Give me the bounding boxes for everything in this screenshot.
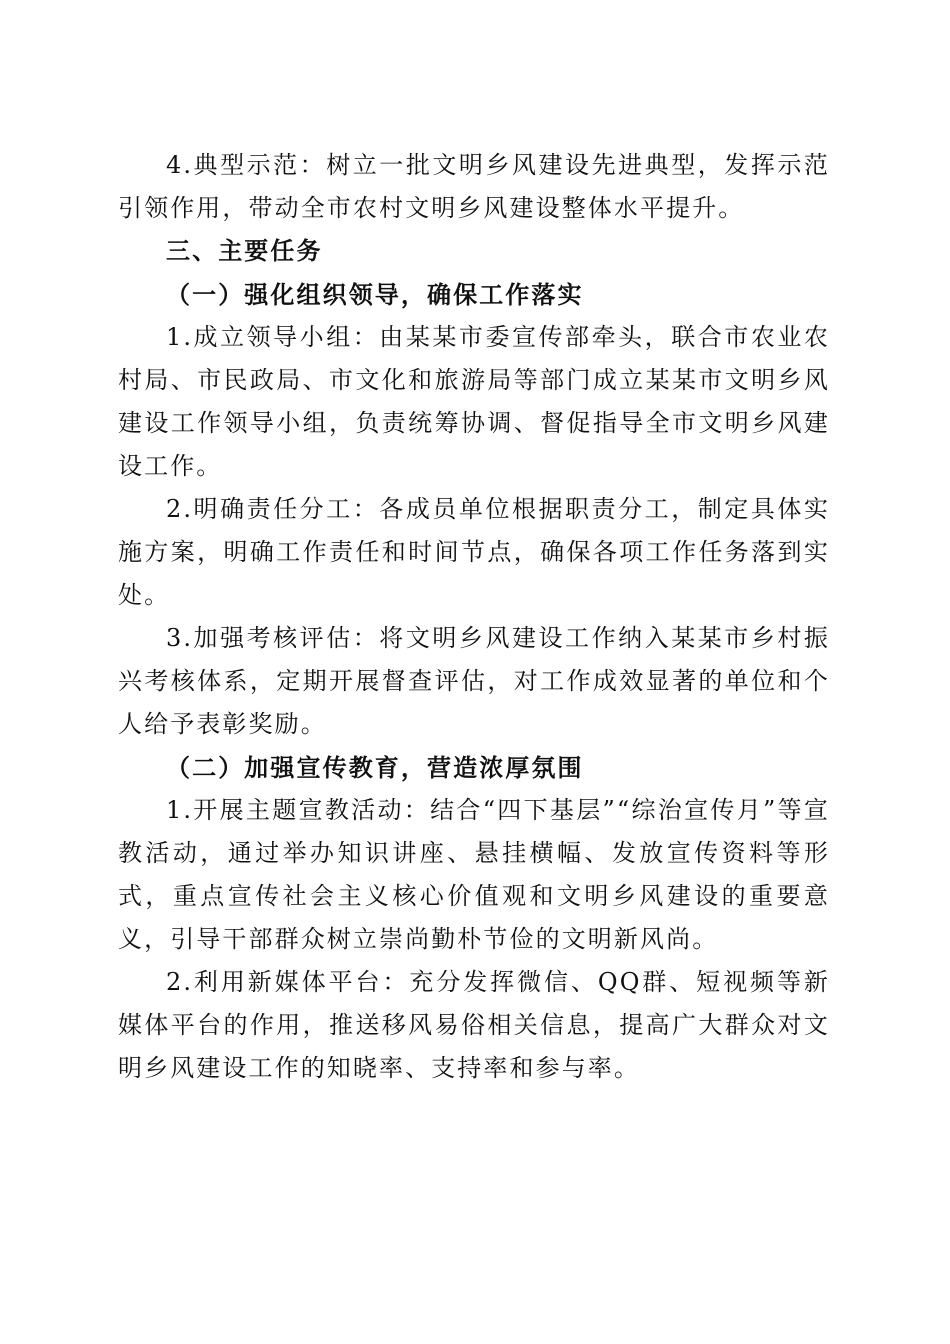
paragraph-new-media: 2.利用新媒体平台：充分发挥微信、QQ群、短视频等新媒体平台的作用，推送移风易俗相关信息，提高广大群众对文明乡风建设工作的知晓率、支持率和参与率。 — [118, 968, 830, 1082]
paragraph-responsibility: 2.明确责任分工：各成员单位根据职责分工，制定具体实施方案，明确工作责任和时间节点，确保各项工作任务落到实处。 — [118, 495, 830, 609]
paragraph-typical-demonstration: 4.典型示范：树立一批文明乡风建设先进典型，发挥示范引领作用，带动全市农村文明乡风建设整体水平提升。 — [118, 151, 830, 222]
subsection-heading-organization: （一）强化组织领导，确保工作落实 — [166, 280, 584, 309]
document-body — [118, 144, 830, 1090]
paragraph-assessment: 3.加强考核评估：将文明乡风建设工作纳入某某市乡村振兴考核体系，定期开展督查评估，对工作成效显著的单位和个人给予表彰奖励。 — [118, 624, 830, 738]
section-heading-main-tasks: 三、主要任务 — [166, 237, 323, 265]
paragraph-leading-group: 1.成立领导小组：由某某市委宣传部牵头，联合市农业农村局、市民政局、市文化和旅游局等部门成立某某市文明乡风建设工作领导小组，负责统筹协调、督促指导全市文明乡风建设工作。 — [118, 323, 830, 480]
paragraph-themed-activities: 1.开展主题宣教活动：结合“四下基层”“综治宣传月”等宣教活动，通过举办知识讲座、悬挂横幅、发放宣传资料等形式，重点宣传社会主义核心价值观和文明乡风建设的重要意义，引导干部群众树立崇尚勤朴节俭的文明新风尚。 — [118, 796, 830, 953]
subsection-heading-publicity: （二）加强宣传教育，营造浓厚氛围 — [166, 753, 584, 782]
